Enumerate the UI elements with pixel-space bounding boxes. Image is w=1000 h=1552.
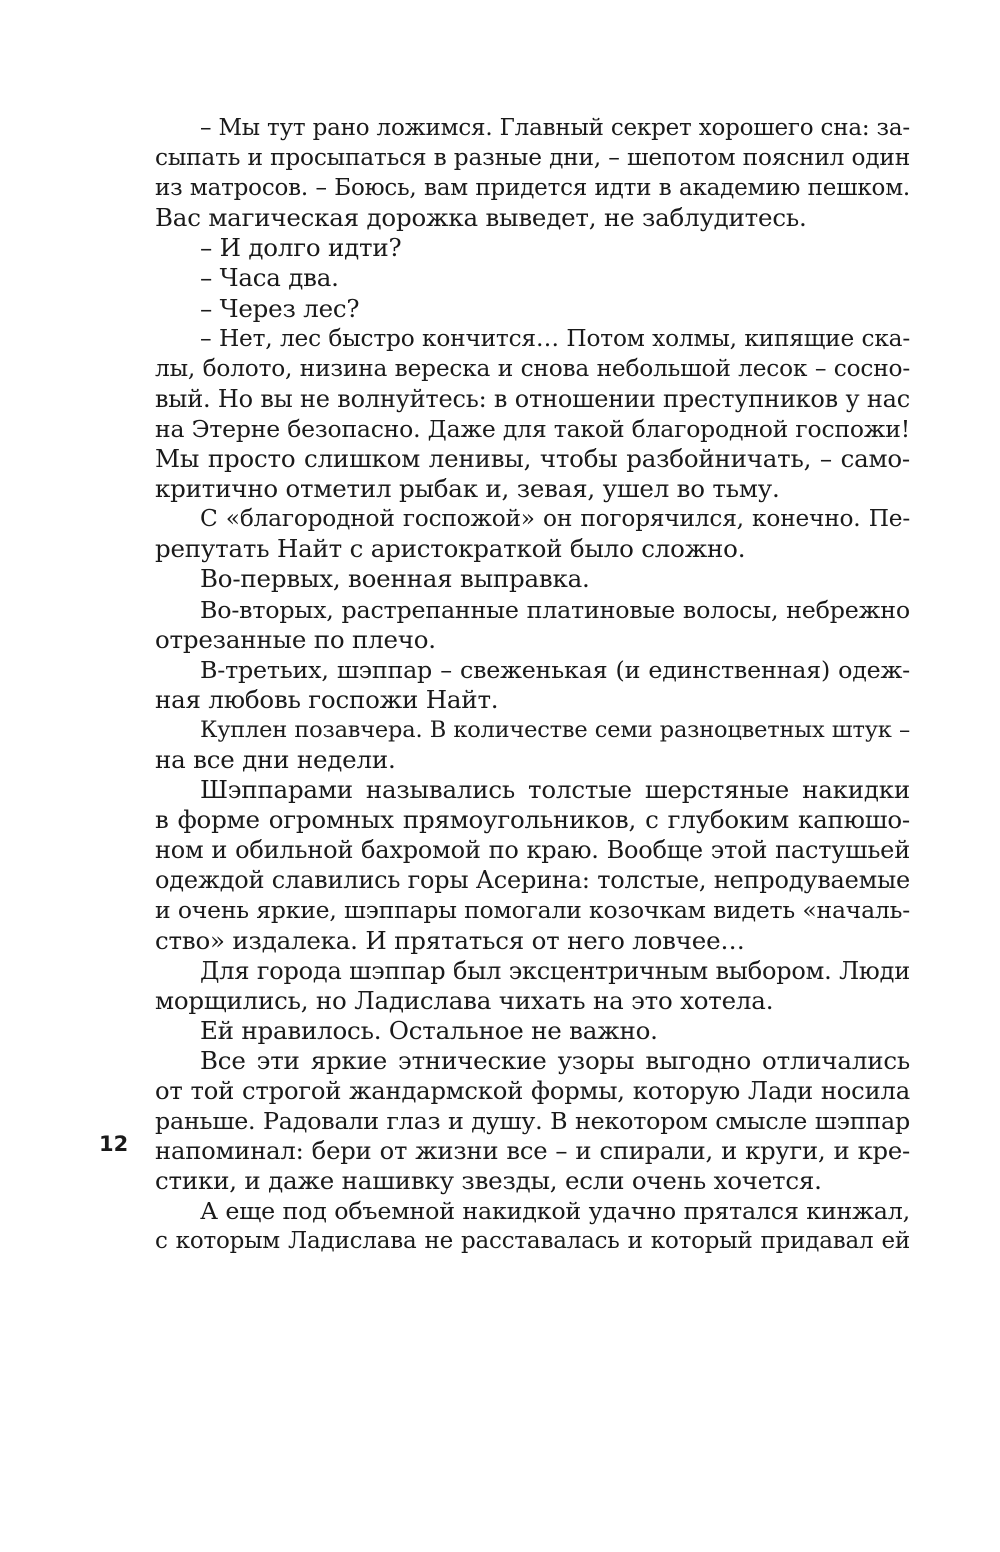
text-line: критично отметил рыбак и, зевая, ушел во тьму. — [155, 474, 780, 504]
text-line: Мы просто слишком ленивы, чтобы разбойничать, – само- — [155, 444, 910, 474]
text-line: – Нет, лес быстро кончится… Потом холмы, кипящие ска- — [200, 324, 910, 352]
text-line: от той строгой жандармской формы, которую Лади носила — [155, 1076, 910, 1105]
book-page-text — [155, 113, 910, 1257]
text-line: А еще под объемной накидкой удачно прятался кинжал, — [200, 1197, 910, 1226]
text-line: ном и обильной бахромой по краю. Вообще этой пастушьей — [155, 836, 910, 865]
text-line: сыпать и просыпаться в разные дни, – шепотом пояснил один — [155, 144, 910, 172]
text-line: с которым Ладислава не расставалась и который придавал ей — [155, 1228, 910, 1255]
text-line: из матросов. – Боюсь, вам придется идти в академию пешком. — [155, 175, 910, 202]
text-line: – И долго идти? — [200, 233, 402, 263]
text-line: Все эти яркие этнические узоры выгодно отличались — [200, 1045, 910, 1075]
text-line: Во-первых, военная выправка. — [200, 564, 590, 594]
text-line: на Этерне безопасно. Даже для такой благородной госпожи! — [155, 414, 910, 443]
text-line: репутать Найт с аристократкой было сложно. — [155, 534, 746, 564]
text-line: В-третьих, шэппар – свеженькая (и единственная) одеж- — [200, 655, 910, 684]
text-line: – Часа два. — [200, 263, 339, 293]
text-line: Для города шэппар был эксцентричным выбором. Люди — [200, 956, 910, 985]
text-line: одеждой славились горы Асерина: толстые, непродуваемые — [155, 866, 910, 895]
text-line: Куплен позавчера. В количестве семи разноцветных штук – — [200, 716, 910, 743]
text-line: Вас магическая дорожка выведет, не заблудитесь. — [155, 203, 807, 233]
page-number: 12 — [99, 1132, 129, 1156]
text-line: стики, и даже нашивку звезды, если очень хочется. — [155, 1166, 822, 1196]
text-line: лы, болото, низина вереска и снова небольшой лесок – сосно- — [155, 354, 910, 382]
text-line: морщились, но Ладислава чихать на это хотела. — [155, 985, 774, 1015]
text-line: на все дни недели. — [155, 744, 396, 774]
text-line: Шэппарами назывались толстые шерстяные накидки — [200, 775, 910, 805]
text-line: напоминал: бери от жизни все – и спирали, и круги, и кре- — [155, 1136, 910, 1166]
text-line: ная любовь госпожи Найт. — [155, 684, 499, 714]
text-line: отрезанные по плечо. — [155, 624, 436, 654]
text-line: вый. Но вы не волнуйтесь: в отношении преступников у нас — [155, 384, 910, 413]
text-line: С «благородной госпожой» он погорячился, конечно. Пе- — [200, 505, 910, 533]
text-line: ство» издалека. И прятаться от него ловчее… — [155, 925, 745, 955]
text-line: Во-вторых, растрепанные платиновые волосы, небрежно — [200, 595, 910, 624]
text-line: – Через лес? — [200, 293, 360, 323]
text-line: в форме огромных прямоугольников, с глубоким капюшо- — [155, 805, 910, 835]
text-line: Ей нравилось. Остальное не важно. — [200, 1015, 658, 1045]
text-line: раньше. Радовали глаз и душу. В некотором смысле шэппар — [155, 1107, 910, 1136]
text-line: – Мы тут рано ложимся. Главный секрет хорошего сна: за- — [200, 115, 910, 141]
text-line: и очень яркие, шэппары помогали козочкам видеть «началь- — [155, 896, 910, 925]
